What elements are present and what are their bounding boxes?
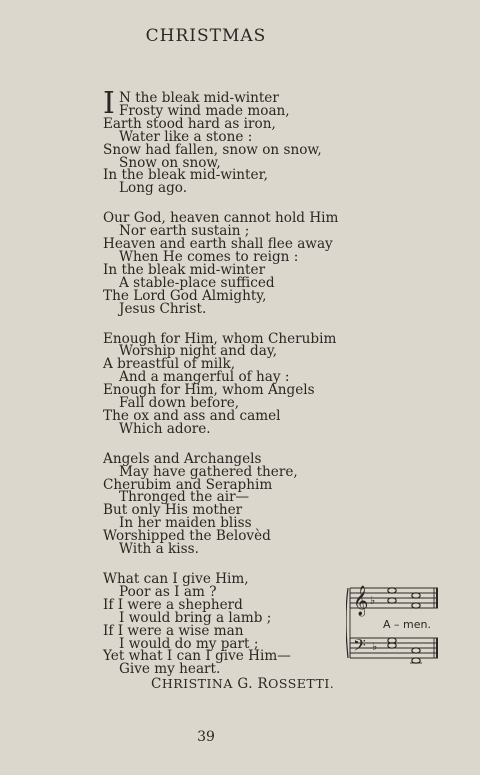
poem-line: What can I give Him, — [103, 571, 249, 587]
poem-line: Angels and Archangels — [103, 450, 262, 467]
poem-line: Earth stood hard as iron, — [103, 115, 276, 132]
poem-line: And a mangerful of hay : — [119, 369, 290, 386]
author-name-part: R — [257, 676, 269, 693]
poem-title: CHRISTMAS — [145, 26, 267, 46]
svg-text:𝄢: 𝄢 — [353, 635, 366, 659]
poem-body — [103, 86, 363, 693]
page-number: 39 — [197, 729, 215, 745]
poem-line: Poor as I am ? — [119, 583, 217, 600]
poem-line: Long ago. — [119, 180, 188, 197]
poem-line: Worshipped the Belovèd — [103, 528, 271, 545]
svg-text:♭: ♭ — [370, 594, 376, 607]
poem-line: Our God, heaven cannot hold Him — [103, 210, 339, 227]
poem-line: Worship night and day, — [119, 343, 278, 360]
poem-line-text: N the bleak mid-winter — [119, 90, 279, 106]
svg-text:𝄞: 𝄞 — [353, 586, 369, 616]
poem-line: Enough for Him, whom Cherubim — [103, 330, 337, 347]
stanza — [103, 573, 363, 692]
author-name-part: C — [151, 676, 162, 693]
poem-line: Snow had fallen, snow on snow, — [103, 141, 322, 158]
poem-line: Fall down before, — [119, 395, 240, 412]
poem-line: In the bleak mid-winter — [103, 261, 266, 278]
poem-line: The ox and ass and camel — [103, 407, 281, 424]
poem-line: Frosty wind made moan, — [119, 102, 290, 119]
poem-line: Cherubim and Seraphim — [103, 476, 273, 493]
poem-line: Thronged the air— — [119, 489, 250, 506]
poem-line: A stable-place sufficed — [119, 274, 275, 291]
author-name-part: HRISTINA — [161, 676, 233, 692]
svg-text:♭: ♭ — [372, 640, 378, 653]
poem-line: Yet what I can I give Him— — [103, 648, 291, 665]
author-name-part: OSSETTI. — [268, 676, 335, 692]
author-name-part: G. — [237, 676, 253, 693]
drop-cap: I — [103, 86, 115, 121]
poem-line: In her maiden bliss — [119, 515, 252, 532]
poem-line: May have gathered there, — [119, 463, 298, 480]
poem-line: Snow on snow, — [119, 154, 221, 171]
stanza — [103, 330, 363, 437]
poem-line: Give my heart. — [119, 661, 221, 678]
poem-line: But only His mother — [103, 502, 243, 519]
poem-line: Enough for Him, whom Angels — [103, 382, 315, 399]
poem-line: The Lord God Almighty, — [103, 287, 267, 304]
poem-line: Nor earth sustain ; — [119, 223, 250, 240]
poem-line: With a kiss. — [119, 541, 199, 558]
stanza — [103, 212, 363, 315]
poem-line: When He comes to reign : — [119, 248, 299, 265]
poem-line: A breastful of milk, — [103, 356, 236, 373]
poem-line: In the bleak mid-winter, — [103, 167, 268, 184]
stanza — [103, 86, 363, 197]
poem-line: Water like a stone : — [119, 128, 253, 145]
poem-line: I would bring a lamb ; — [119, 609, 272, 626]
poem-line: Which adore. — [119, 420, 211, 437]
poem-line: Jesus Christ. — [119, 300, 207, 317]
poem-line: If I were a shepherd — [103, 596, 243, 613]
amen-lyric: A – men. — [383, 618, 431, 631]
poem-line: Heaven and earth shall flee away — [103, 236, 333, 253]
author-signature — [103, 676, 363, 692]
poem-line: I would do my part ; — [119, 635, 259, 652]
stanza — [103, 450, 363, 558]
poem-line: If I were a wise man — [103, 622, 244, 639]
